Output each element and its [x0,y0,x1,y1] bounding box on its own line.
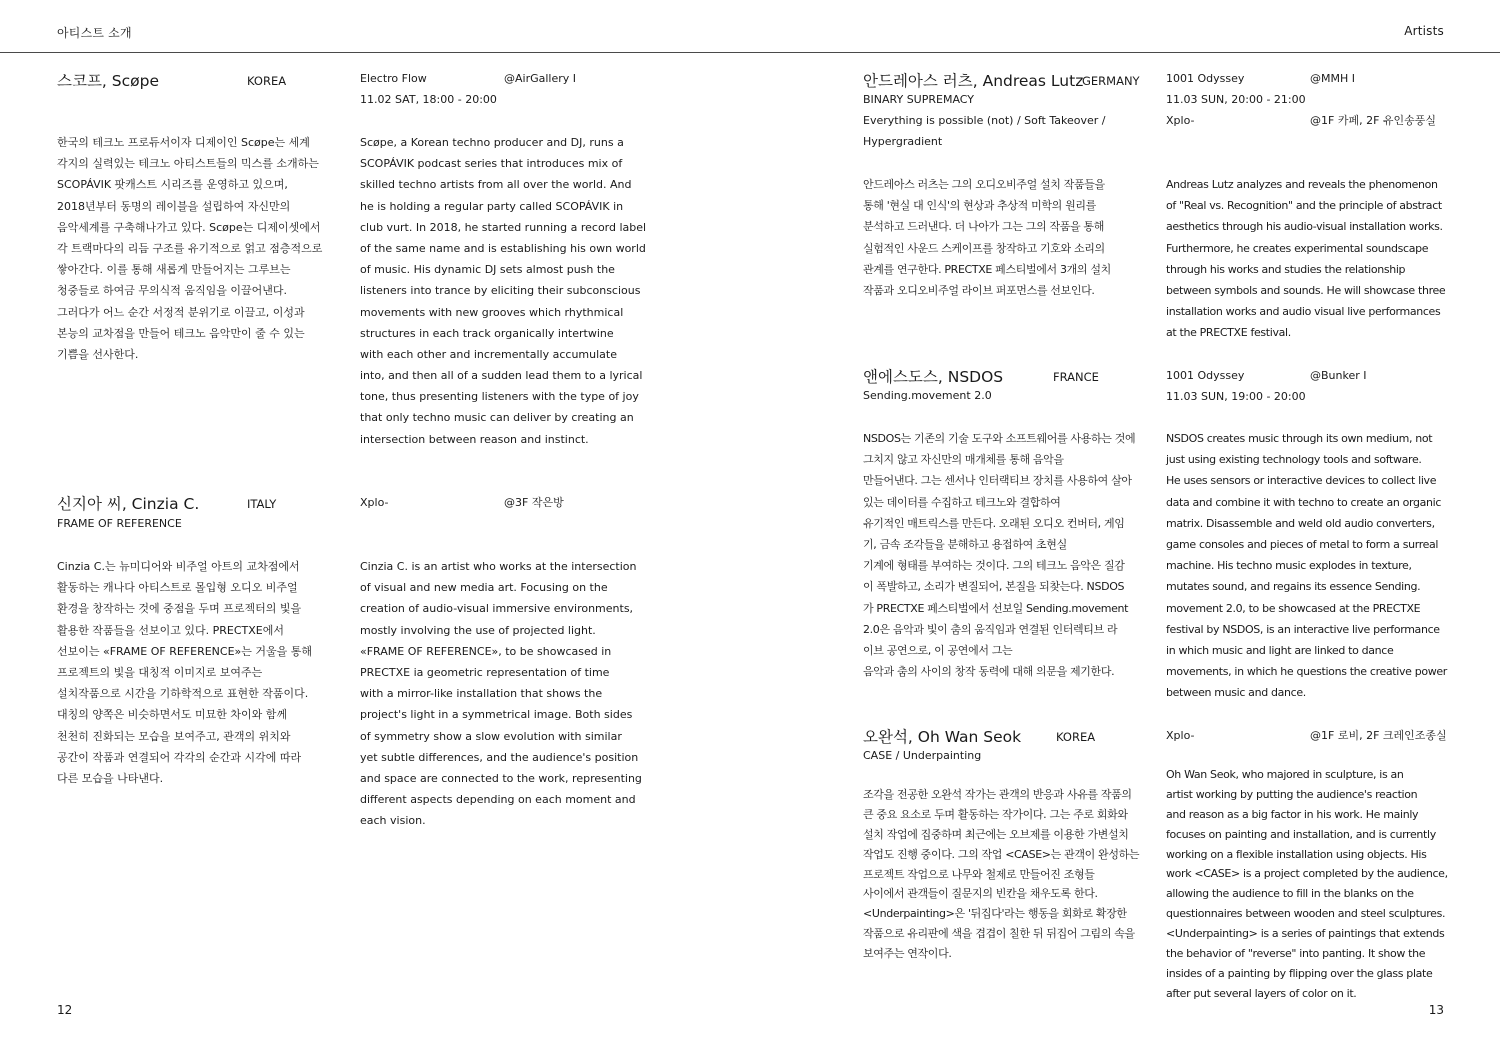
bio-line: of symmetry show a slow evolution with similar [360,729,622,743]
header-divider [0,52,1500,53]
bio-line: 안드레아스 러츠는 그의 오디오비주얼 설치 작품들을 [863,178,1105,191]
work-title-line: BINARY SUPREMACY [863,93,974,106]
bio-line: 작품으로 유리판에 색을 겹겹이 칠한 뒤 뒤집어 그림의 속을 [863,927,1135,941]
header-right-title: Artists [1404,24,1444,38]
bio-line: He uses sensors or interactive devices to collect live [1166,474,1437,488]
info-program: Xplo- [360,496,389,509]
artist-bio-korean [57,556,312,789]
bio-line: mutates sound, and regains its essence Sending. [1166,580,1421,594]
bio-line: 사이에서 관객들이 질문지의 빈칸을 채우도록 한다. [863,887,1098,901]
bio-line: Cinzia C. is an artist who works at the intersection [360,560,637,573]
bio-line: matrix. Disassemble and weld old audio converters, [1166,516,1435,530]
bio-line: allowing the audience to fill in the blanks on the [1166,887,1414,901]
bio-line: Andreas Lutz analyzes and reveals the phenomenon [1166,178,1438,191]
bio-line: 한국의 테크노 프로듀서이자 디제이인 Scøpe는 세계 [57,136,310,149]
bio-line: 음악과 춤의 사이의 창작 동력에 대해 의문을 제기한다. [863,665,1115,679]
bio-line: of music. His dynamic DJ sets almost push the [360,263,615,277]
info-row [1166,89,1466,110]
performance-info [360,68,620,110]
bio-line: «FRAME OF REFERENCE», to be showcased in [360,644,612,658]
bio-line: artist working by putting the audience's reaction [1166,787,1418,801]
info-venue: @Bunker I [1310,369,1367,382]
bio-line: 이 폭발하고, 소리가 변질되어, 본질을 되찾는다. NSDOS [863,580,1125,594]
info-datetime: 11.02 SAT, 18:00 - 20:00 [360,93,497,107]
bio-line: intersection between reason and instinct. [360,432,589,446]
artist-bio-english [360,556,642,831]
bio-line: structures in each track organically intertwine [360,326,614,340]
artist-bio-english [1166,174,1445,344]
bio-line: 유기적인 매트릭스를 만든다. 오래된 오디오 컨버터, 게임 [863,516,1125,530]
bio-line: installation works and audio visual live performances [1166,305,1441,319]
bio-line: 기쁨을 선사한다. [57,347,139,361]
work-title-line: FRAME OF REFERENCE [57,517,182,530]
bio-line: 가 PRECTXE 페스티벌에서 선보일 Sending.movement [863,601,1129,615]
bio-line: movement 2.0, to be showcased at the PRECTXE [1166,601,1421,615]
bio-line: into, and then all of a sudden lead them to a lyrical [360,369,643,383]
bio-line: SCOPÁVIK 팟캐스트 시리즈를 운영하고 있으며, [57,178,288,192]
artist-bio-english [1166,765,1448,1004]
bio-line: 그러다가 어느 순간 서정적 분위기로 이끌고, 이성과 [57,305,305,319]
bio-line: of the same name and is establishing his own world [360,241,646,255]
bio-line: 보여주는 연작이다. [863,947,952,961]
bio-line: and reason as a big factor in his work. He mainly [1166,807,1419,821]
bio-line: game consoles and pieces of metal to form a surreal [1166,537,1439,551]
bio-line: 활용한 작품들을 선보이고 있다. PRECTXE에서 [57,623,284,637]
performance-info [1166,365,1466,407]
info-row [360,492,620,513]
bio-line: 각 트랙마다의 리듬 구조를 유기적으로 얽고 점층적으로 [57,241,323,255]
bio-line: 2.0은 음악과 빛이 춤의 움직임과 연결된 인터렉티브 라 [863,622,1118,636]
artist-work-title [57,513,182,534]
artist-name: 신지아 씨, Cinzia C. [57,495,200,513]
header-left-title: 아티스트 소개 [57,26,132,40]
bio-line: 프로젝트 작업으로 나무와 철제로 만들어진 조형들 [863,867,1095,881]
artist-bio-english [1166,428,1447,703]
bio-line: 2018년부터 동명의 레이블을 설립하여 자신만의 [57,199,291,213]
bio-line: that only techno music can deliver by creating an [360,411,634,425]
bio-line: working on a flexible installation using objects. His [1166,847,1427,861]
bio-line: 활동하는 캐나다 아티스트로 몰입형 오디오 비주얼 [57,581,298,595]
artist-country: KOREA [1056,730,1096,744]
artist-bio-korean [863,785,1139,964]
info-datetime: 11.03 SUN, 20:00 - 21:00 [1166,93,1306,107]
info-venue: @1F 로비, 2F 크레인조종실 [1310,729,1447,742]
artist-country: ITALY [247,497,277,511]
artist-name: 오완석, Oh Wan Seok [863,728,1022,746]
bio-line: 큰 중요 요소로 두며 활동하는 작가이다. 그는 주로 회화와 [863,807,1128,821]
bio-line: between music and dance. [1166,686,1306,700]
info-row [1166,110,1466,131]
page-number-right: 13 [1428,1003,1444,1017]
bio-line: just using existing technology tools and software. [1166,453,1422,467]
bio-line: <Underpainting>은 '뒤집다'라는 행동을 회화로 확장한 [863,907,1127,921]
bio-line: 있는 데이터를 수집하고 테크노와 결합하여 [863,495,1061,509]
info-row [360,89,620,110]
bio-line: NSDOS creates music through its own medium, not [1166,432,1433,445]
info-row [1166,68,1466,89]
bio-line: Scøpe, a Korean techno producer and DJ, runs a [360,136,624,149]
bio-line: 음악세계를 구축해나가고 있다. Scøpe는 디제이셋에서 [57,220,321,234]
bio-line: data and combine it with techno to create an organic [1166,495,1442,509]
info-row [360,68,620,89]
bio-line: he is holding a regular party called SCOPÁVIK in [360,199,624,213]
artist-country: KOREA [247,74,287,88]
artist-bio-korean [863,428,1135,682]
bio-line: between symbols and sounds. He will showcase three [1166,283,1446,297]
bio-line: 분석하고 드러낸다. 더 나아가 그는 그의 작품을 통해 [863,220,1104,234]
bio-line: festival by NSDOS, is an interactive live performance [1166,622,1440,636]
artist-name: 스코프, Scøpe [57,72,159,90]
bio-line: 만들어낸다. 그는 센서나 인터랙티브 장치를 사용하여 살아 [863,474,1132,488]
info-program: 1001 Odyssey [1166,369,1245,382]
bio-line: Oh Wan Seok, who majored in sculpture, is an [1166,768,1404,781]
info-row [1166,725,1466,746]
work-title-line: Sending.movement 2.0 [863,389,992,402]
bio-line: movements, in which he questions the creative power [1166,665,1447,679]
bio-line: 설치작품으로 시간을 기하학적으로 표현한 작품이다. [57,687,309,701]
bio-line: each vision. [360,814,426,828]
artist-name: 앤에스도스, NSDOS [863,368,1004,386]
bio-line: 환경을 창작하는 것에 중점을 두며 프로젝터의 빛을 [57,602,302,616]
bio-line: 실험적인 사운드 스케이프를 창작하고 기호와 소리의 [863,241,1105,255]
bio-line: 조각을 전공한 오완석 작가는 관객의 반응과 사유를 작품의 [863,788,1132,801]
bio-line: questionnaires between wooden and steel sculptures. [1166,907,1446,921]
artist-name: 안드레아스 러츠, Andreas Lutz [863,72,1084,90]
bio-line: different aspects depending on each moment and [360,793,636,807]
bio-line: 공간이 작품과 연결되어 각각의 순간과 시각에 따라 [57,750,302,764]
bio-line: machine. His techno music explodes in texture, [1166,559,1412,573]
bio-line: the behavior of "reverse" into panting. It show the [1166,947,1426,961]
bio-line: NSDOS는 기존의 기술 도구와 소프트웨어를 사용하는 것에 [863,432,1136,445]
bio-line: Furthermore, he creates experimental soundscape [1166,241,1429,255]
info-venue: @3F 작은방 [504,496,564,509]
bio-line: tone, thus presenting listeners with the type of joy [360,390,639,404]
bio-line: 그치지 않고 자신만의 매개체를 통해 음악을 [863,453,1064,467]
bio-line: <Underpainting> is a series of paintings that extends [1166,927,1445,941]
info-program: Xplo- [1166,729,1195,742]
artist-country: GERMANY [1082,74,1140,88]
bio-line: with a mirror-like installation that shows the [360,687,603,701]
bio-line: with each other and incrementally accumulate [360,347,617,361]
bio-line: mostly involving the use of projected light. [360,623,596,637]
bio-line: 본능의 교차점을 만들어 테크노 음악만이 줄 수 있는 [57,326,305,340]
bio-line: skilled techno artists from all over the world. And [360,178,632,192]
performance-info [1166,725,1466,746]
bio-line: 대칭의 양쪽은 비슷하면서도 미묘한 차이와 함께 [57,708,288,722]
bio-line: of "Real vs. Recognition" and the principle of abstract [1166,199,1442,213]
bio-line: 관계를 연구한다. PRECTXE 페스티벌에서 3개의 설치 [863,262,1111,276]
bio-line: SCOPÁVIK podcast series that introduces mix of [360,157,623,171]
bio-line: aesthetics through his audio-visual installation works. [1166,220,1443,234]
info-venue: @MMH I [1310,72,1355,85]
bio-line: club vurt. In 2018, he started running a record label [360,220,647,234]
info-datetime: 11.03 SUN, 19:00 - 20:00 [1166,390,1306,404]
bio-line: work <CASE> is a project completed by the audience, [1166,867,1448,881]
bio-line: 선보이는 «FRAME OF REFERENCE»는 거울을 통해 [57,644,313,658]
bio-line: 통해 '현실 대 인식'의 현상과 추상적 미학의 원리를 [863,199,1096,213]
bio-line: 프로젝트의 빛을 대칭적 이미지로 보여주는 [57,665,263,679]
bio-line: after put several layers of color on it. [1166,986,1357,1000]
info-row [1166,365,1466,386]
bio-line: 천천히 진화되는 모습을 보여주고, 관객의 위치와 [57,729,291,743]
bio-line: PRECTXE ia geometric representation of time [360,665,610,679]
artist-work-title [863,89,1105,153]
bio-line: 청중들로 하여금 무의식적 움직임을 이끌어낸다. [57,284,288,298]
bio-line: project's light in a symmetrical image. Both sides [360,708,633,722]
bio-line: movements with new grooves which rhythmical [360,305,624,319]
bio-line: insides of a painting by flipping over the glass plate [1166,966,1433,980]
info-program: 1001 Odyssey [1166,72,1245,85]
bio-line: 이브 공연으로, 이 공연에서 그는 [863,643,1013,657]
bio-line: 기, 금속 조각들을 분해하고 용접하여 초현실 [863,537,1067,551]
bio-line: yet subtle differences, and the audience's position [360,750,639,764]
info-program: Electro Flow [360,72,427,85]
performance-info [360,492,620,513]
artist-work-title [863,745,981,766]
bio-line: 작품과 오디오비주얼 라이브 퍼포먼스를 선보인다. [863,283,1095,297]
bio-line: creation of audio-visual immersive environments, [360,602,634,616]
info-venue: @AirGallery I [504,72,577,85]
bio-line: of visual and new media art. Focusing on the [360,581,608,595]
bio-line: 다른 모습을 나타낸다. [57,771,164,785]
info-venue: @1F 카페, 2F 유인송풍실 [1310,114,1437,128]
bio-line: in which music and light are linked to dance [1166,643,1394,657]
bio-line: at the PRECTXE festival. [1166,326,1291,340]
artist-work-title [863,385,992,406]
work-title-line: Hypergradient [863,135,943,149]
bio-line: 각지의 실력있는 테크노 아티스트들의 믹스를 소개하는 [57,157,319,171]
artist-bio-english [360,132,646,450]
bio-line: and space are connected to the work, representing [360,771,642,785]
bio-line: 기계에 형태를 부여하는 것이다. 그의 테크노 음악은 질감 [863,559,1125,573]
info-row [1166,386,1466,407]
bio-line: 쌓아간다. 이를 통해 새롭게 만들어지는 그루브는 [57,263,291,277]
work-title-line: Everything is possible (not) / Soft Takeover / [863,114,1106,128]
bio-line: focuses on painting and installation, and is currently [1166,827,1436,841]
artist-bio-korean [863,174,1111,301]
bio-line: 작업도 진행 중이다. 그의 작업 <CASE>는 관객이 완성하는 [863,847,1140,861]
bio-line: Cinzia C.는 뉴미디어와 비주얼 아트의 교차점에서 [57,560,300,573]
info-program: Xplo- [1166,114,1195,128]
artist-country: FRANCE [1053,370,1099,384]
artist-bio-korean [57,132,322,365]
bio-line: listeners into trance by eliciting their subconscious [360,284,641,298]
page-number-left: 12 [57,1003,73,1017]
work-title-line: CASE / Underpainting [863,749,982,762]
performance-info [1166,68,1466,132]
bio-line: 설치 작업에 집중하며 최근에는 오브제를 이용한 가변설치 [863,827,1129,841]
bio-line: through his works and studies the relationship [1166,262,1406,276]
